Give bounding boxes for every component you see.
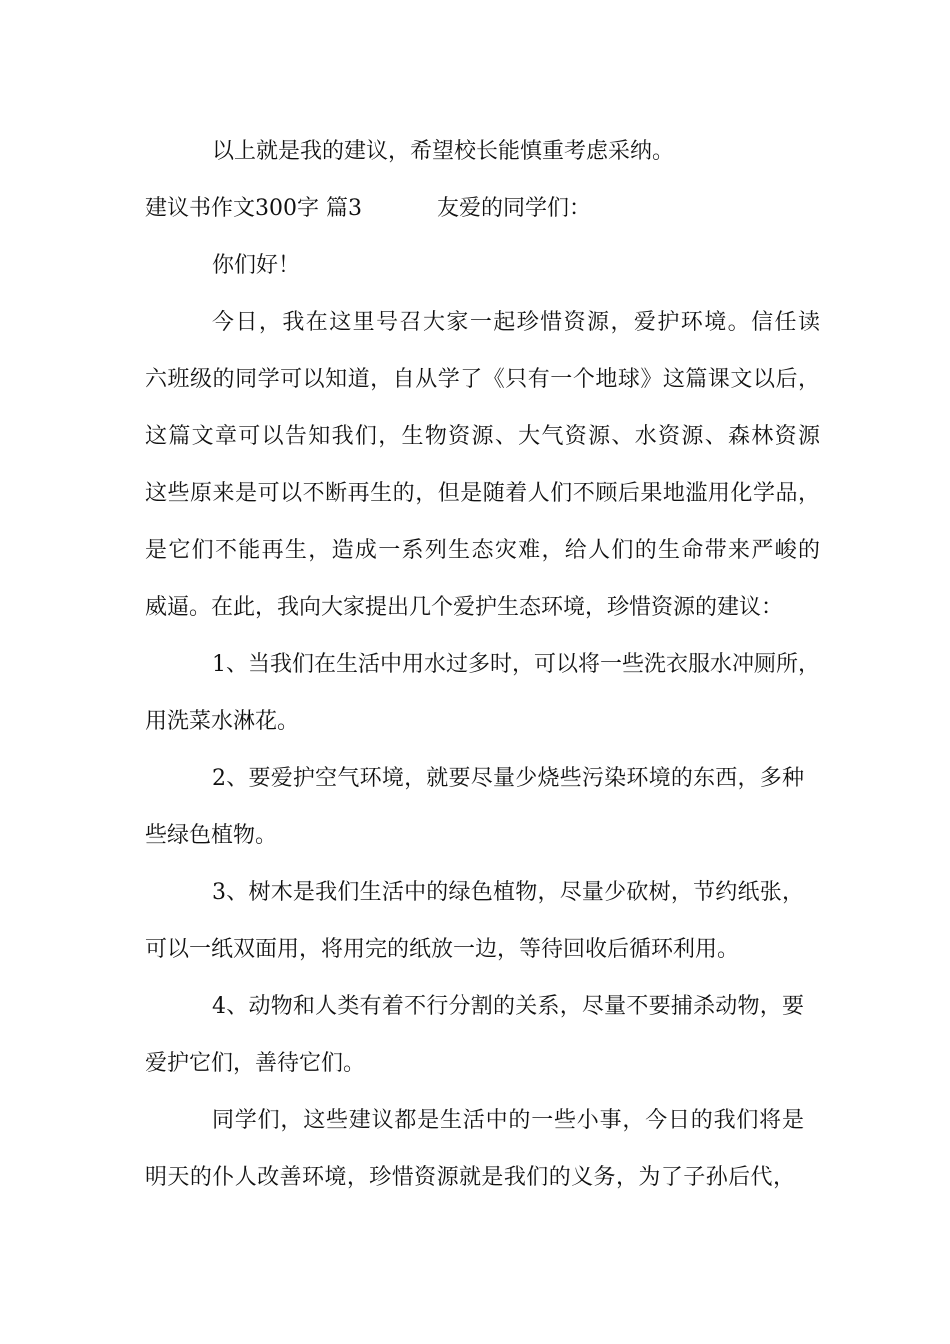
list-item-line: 1、当我们在生活中用水过多时，可以将一些洗衣服水冲厕所， bbox=[212, 652, 820, 677]
section-title: 建议书作文300字 篇3 bbox=[145, 196, 362, 221]
salutation: 友爱的同学们： bbox=[437, 196, 592, 221]
list-item-line: 3、树木是我们生活中的绿色植物，尽量少砍树，节约纸张， bbox=[212, 880, 804, 905]
list-item-line: 4、动物和人类有着不行分割的关系，尽量不要捕杀动物，要 bbox=[212, 994, 804, 1019]
greeting: 你们好！ bbox=[212, 253, 301, 278]
list-item-line: 些绿色植物。 bbox=[145, 823, 278, 848]
paragraph-line: 是它们不能再生，造成一系列生态灾难，给人们的生命带来严峻的 bbox=[145, 538, 820, 563]
paragraph-line: 威逼。在此，我向大家提出几个爱护生态环境，珍惜资源的建议： bbox=[145, 595, 784, 620]
paragraph-line: 六班级的同学可以知道，自从学了《只有一个地球》这篇课文以后， bbox=[145, 367, 820, 392]
list-item-line: 用洗菜水淋花。 bbox=[145, 709, 300, 734]
paragraph-line: 明天的仆人改善环境，珍惜资源就是我们的义务，为了子孙后代， bbox=[145, 1165, 795, 1190]
paragraph-line: 今日，我在这里号召大家一起珍惜资源，爱护环境。信任读 bbox=[212, 310, 820, 335]
paragraph-line: 这篇文章可以告知我们，生物资源、大气资源、水资源、森林资源 bbox=[145, 424, 820, 449]
paragraph-line: 同学们，这些建议都是生活中的一些小事，今日的我们将是 bbox=[212, 1108, 804, 1133]
list-item-line: 2、要爱护空气环境，就要尽量少烧些污染环境的东西，多种 bbox=[212, 766, 804, 791]
closing-line: 以上就是我的建议，希望校长能慎重考虑采纳。 bbox=[212, 139, 675, 164]
paragraph-line: 这些原来是可以不断再生的，但是随着人们不顾后果地滥用化学品， bbox=[145, 481, 820, 506]
list-item-line: 爱护它们，善待它们。 bbox=[145, 1051, 366, 1076]
list-item-line: 可以一纸双面用，将用完的纸放一边，等待回收后循环利用。 bbox=[145, 937, 740, 962]
